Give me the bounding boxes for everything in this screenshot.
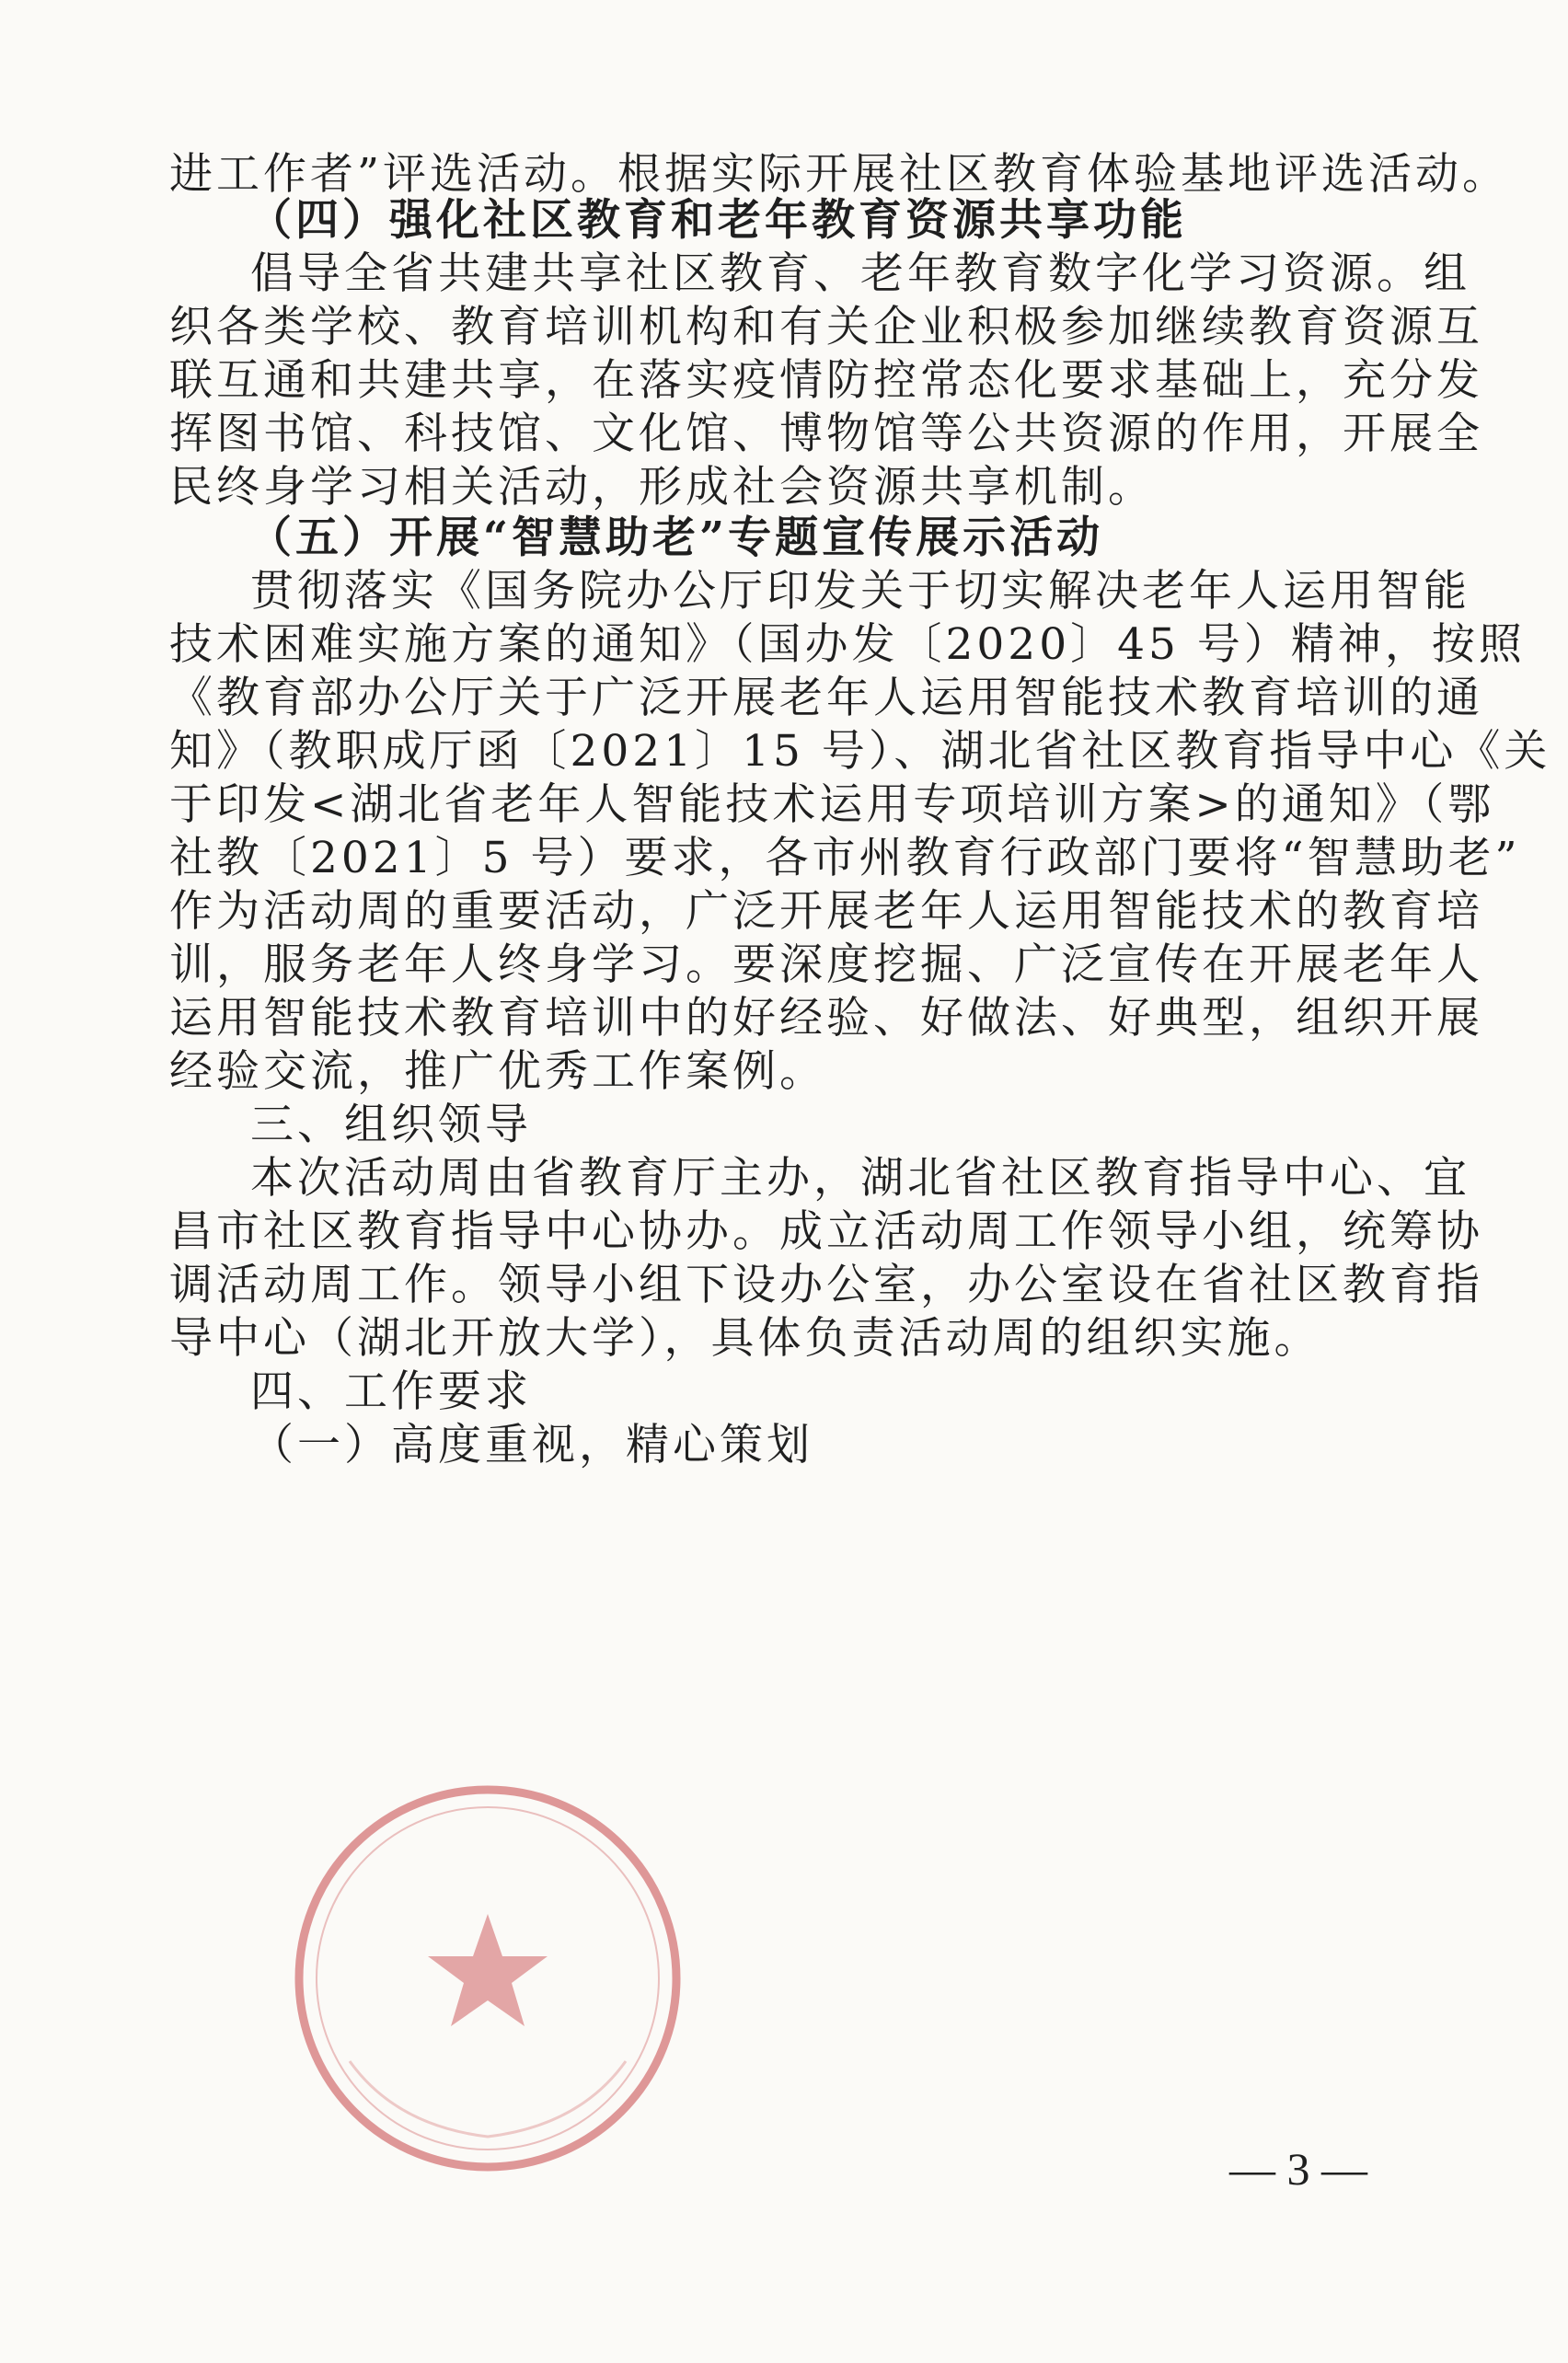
text-line-11: 《教育部办公厅关于广泛开展老年人运用智能技术教育培训的通	[169, 673, 1483, 723]
subsection-heading-1: （一）高度重视，精心策划	[250, 1420, 813, 1470]
text-line-15: 作为活动周的重要活动，广泛开展老年人运用智能技术的教育培	[169, 886, 1483, 937]
text-line-9: 贯彻落实《国务院办公厅印发关于切实解决老年人运用智能	[250, 566, 1470, 617]
text-line-18: 经验交流，推广优秀工作案例。	[169, 1046, 826, 1097]
section-heading-4: （四）强化社区教育和老年教育资源共享功能	[248, 195, 1187, 246]
text-line-16: 训，服务老年人终身学习。要深度挖掘、广泛宣传在开展老年人	[169, 939, 1483, 990]
text-line-6: 挥图书馆、科技馆、文化馆、博物馆等公共资源的作用，开展全	[169, 409, 1483, 459]
text-line-4: 织各类学校、教育培训机构和有关企业积极参加继续教育资源互	[169, 302, 1483, 352]
text-line-17: 运用智能技术教育培训中的好经验、好做法、好典型，组织开展	[169, 993, 1483, 1043]
official-seal-icon	[285, 1776, 690, 2181]
text-line-22: 调活动周工作。领导小组下设办公室，办公室设在省社区教育指	[169, 1260, 1483, 1310]
page-number: — 3 —	[1229, 2143, 1367, 2195]
text-line-1: 进工作者”评选活动。根据实际开展社区教育体验基地评选活动。	[169, 149, 1510, 200]
section-heading-3: 三、组织领导	[250, 1100, 532, 1150]
text-line-5: 联互通和共建共享，在落实疫情防控常态化要求基础上，充分发	[169, 355, 1483, 406]
text-line-20: 本次活动周由省教育厅主办，湖北省社区教育指导中心、宜	[250, 1153, 1470, 1204]
text-line-13: 于印发<湖北省老年人智能技术运用专项培训方案>的通知》（鄂	[169, 779, 1495, 830]
section-heading-4-requirements: 四、工作要求	[250, 1366, 532, 1417]
text-line-23: 导中心（湖北开放大学），具体负责活动周的组织实施。	[169, 1313, 1321, 1364]
text-line-14: 社教〔2021〕5 号）要求，各市州教育行政部门要将“智慧助老”	[169, 833, 1521, 883]
text-line-7: 民终身学习相关活动，形成社会资源共享机制。	[169, 462, 1155, 513]
text-line-3: 倡导全省共建共享社区教育、老年教育数字化学习资源。组	[250, 248, 1470, 299]
text-line-10: 技术困难实施方案的通知》（国办发〔2020〕45 号）精神，按照	[169, 619, 1526, 670]
text-line-12: 知》（教职成厅函〔2021〕15 号）、湖北省社区教育指导中心《关	[169, 726, 1551, 777]
section-heading-5: （五）开展“智慧助老”专题宣传展示活动	[248, 513, 1104, 563]
text-line-21: 昌市社区教育指导中心协办。成立活动周工作领导小组，统筹协	[169, 1206, 1483, 1257]
